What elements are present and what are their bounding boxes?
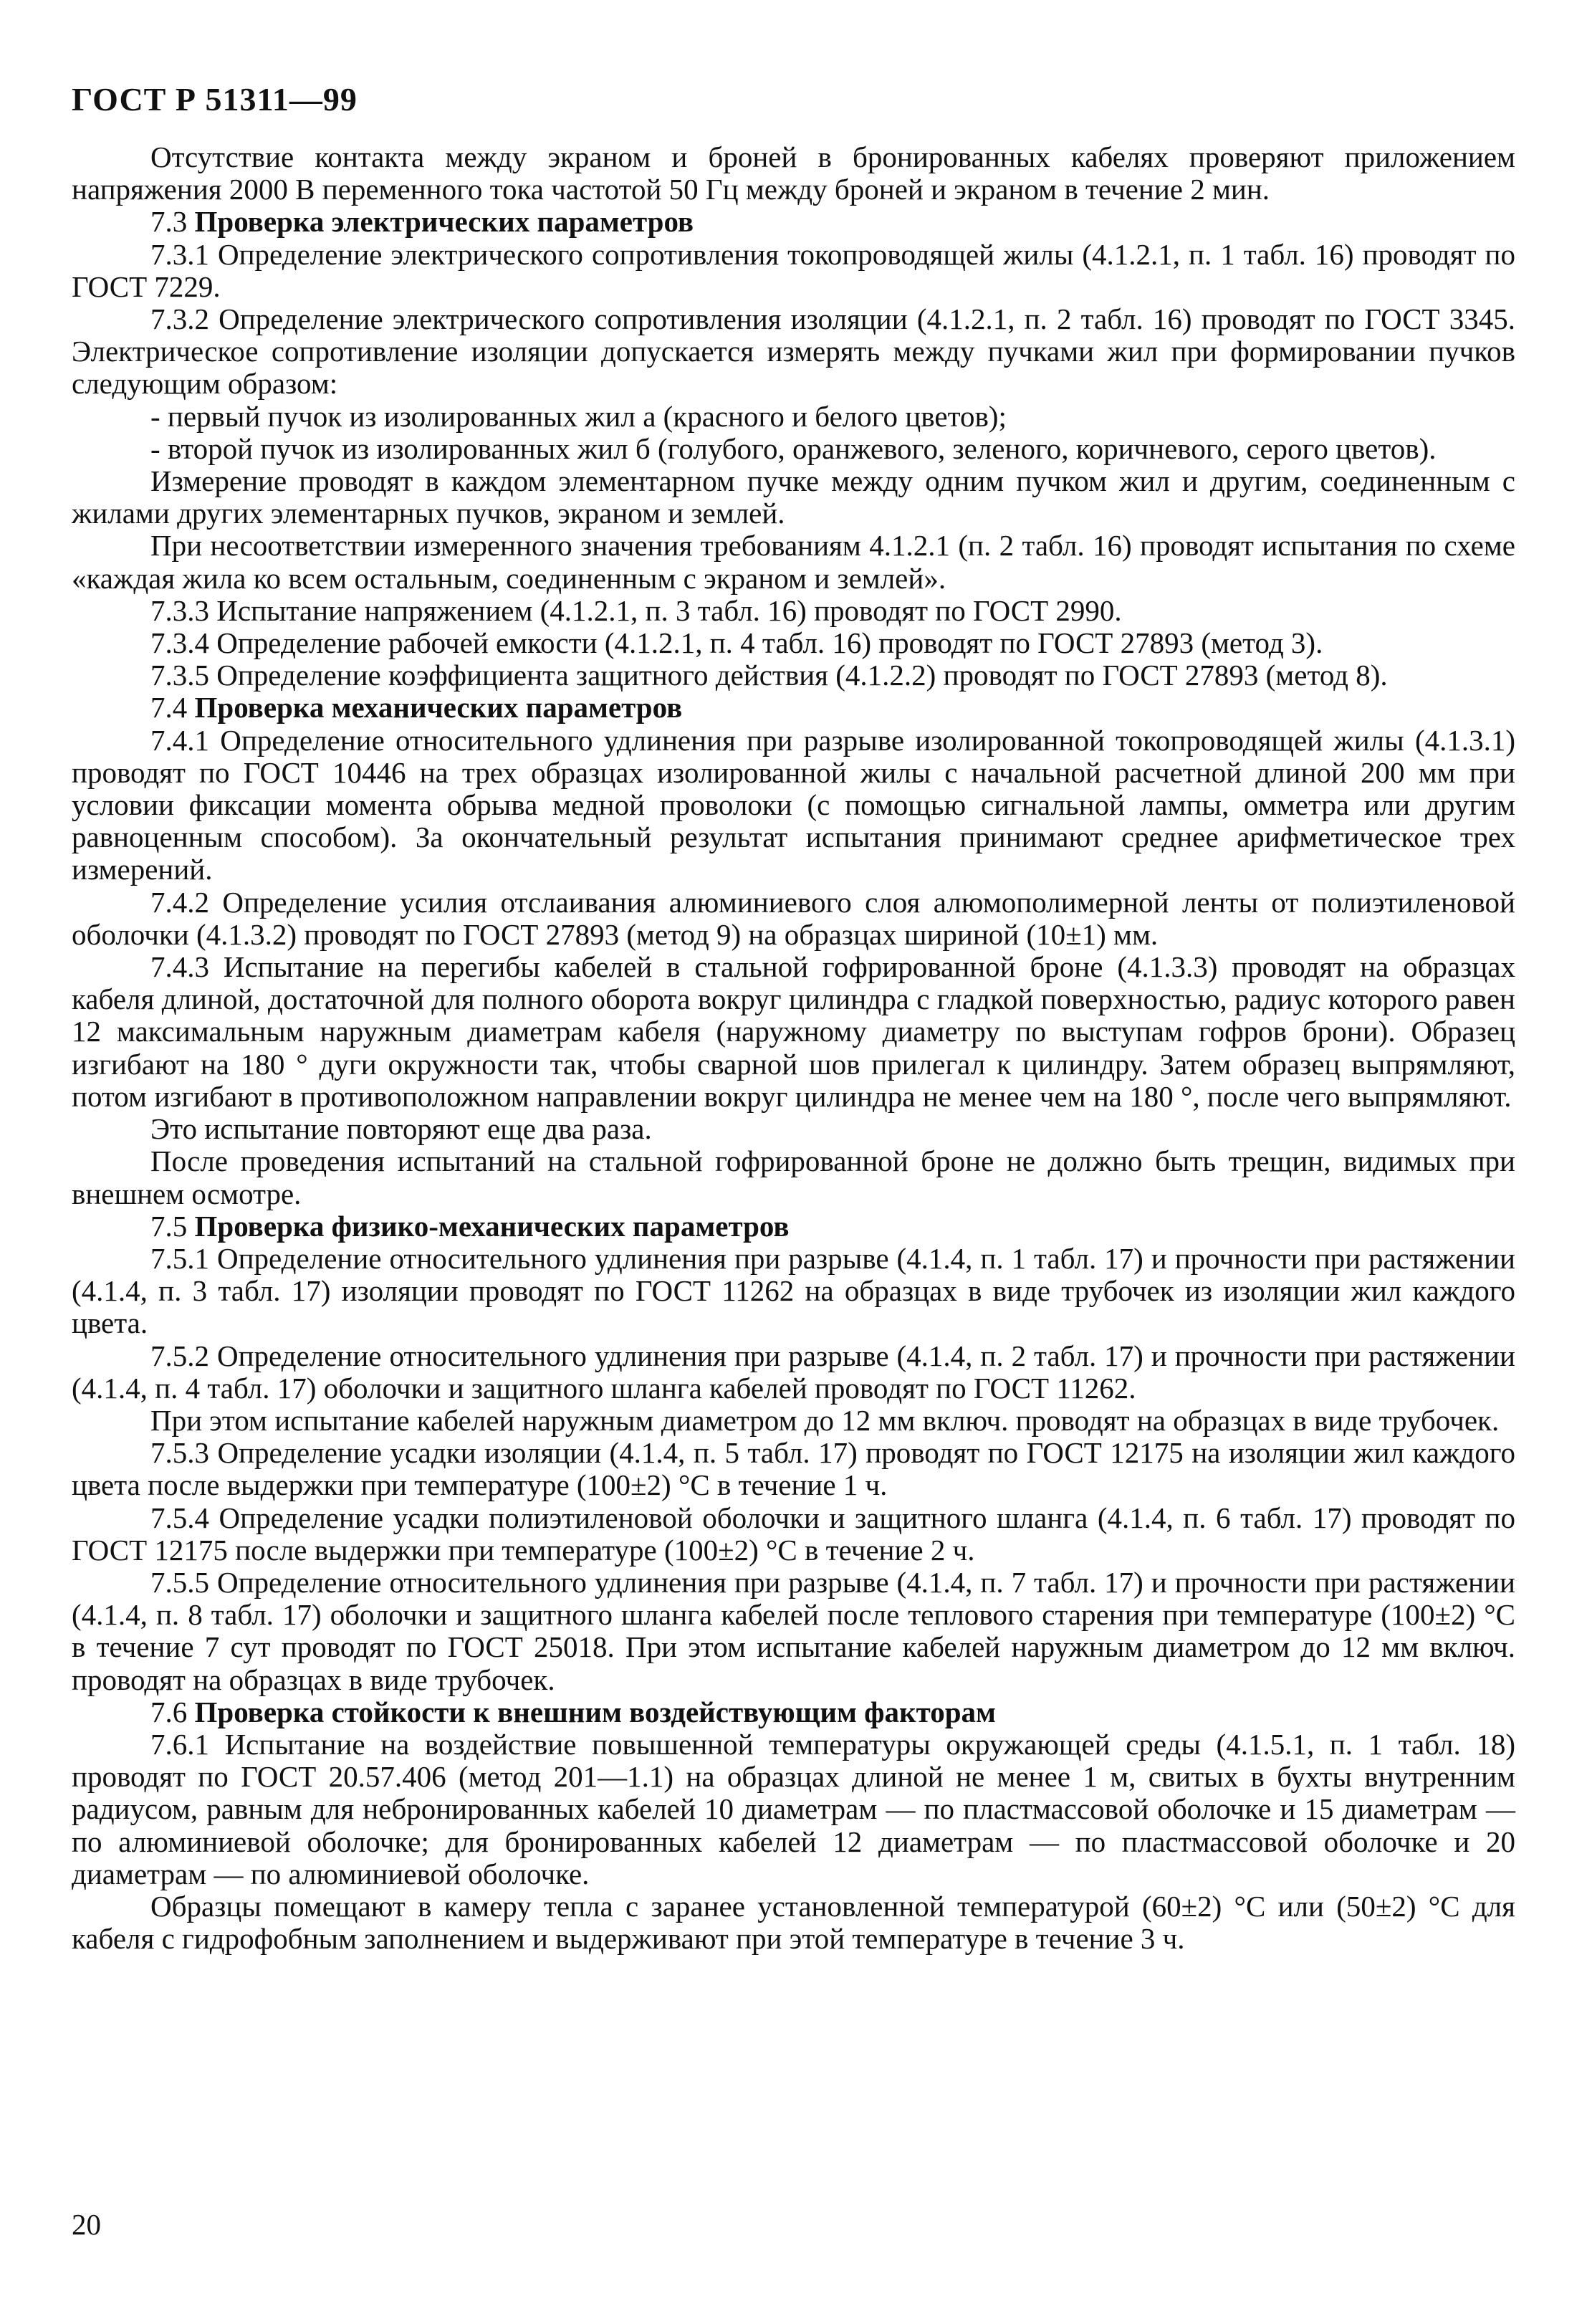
paragraph: - второй пучок из изолированных жил б (голубого, оранжевого, зеленого, коричневого, серого цветов).: [150, 431, 1437, 465]
section-title: Проверка стойкости к внешним воздействующим факторам: [194, 1695, 996, 1728]
paragraph: Измерение проводят в каждом элементарном пучке между одним пучком жил и другим, соединенным с жилами других элементарных пучков, экраном и землей.: [72, 464, 1515, 530]
paragraph: 7.4.1 Определение относительного удлинения при разрыве изолированной токопроводящей жилы (4.1.3.1) проводят по ГОСТ 10446 на трех образцах изолированной жилы с начальной расчетной длиной 200 мм при условии фиксации момента обрыва медной проволоки (с помощью сигнальной лампы, омметра или другим равноценным способом). За окончательный результат испытания принимают среднее арифметическое трех измерений.: [72, 723, 1515, 886]
section-heading: [72, 1210, 1515, 1243]
section-heading: [72, 1696, 1515, 1728]
paragraph: 7.3.1 Определение электрического сопротивления токопроводящей жилы (4.1.2.1, п. 1 табл. 16) проводят по ГОСТ 7229.: [72, 237, 1515, 303]
paragraph: 7.4.2 Определение усилия отслаивания алюминиевого слоя алюмополимерной ленты от полиэтиленовой оболочки (4.1.3.2) проводят по ГОСТ 27893 (метод 9) на образцах шириной (10±1) мм.: [72, 885, 1515, 951]
paragraph: 7.5.1 Определение относительного удлинения при разрыве (4.1.4, п. 1 табл. 17) и прочности при растяжении (4.1.4, п. 3 табл. 17) изоляции проводят по ГОСТ 11262 на образцах в виде трубочек из изоляции жил каждого цвета.: [72, 1241, 1515, 1340]
section-number: 7.4: [150, 691, 195, 725]
section-title: Проверка физико-механических параметров: [194, 1209, 790, 1243]
paragraph: 7.4.3 Испытание на перегибы кабелей в стальной гофрированной броне (4.1.3.3) проводят на образцах кабеля длиной, достаточной для полного оборота вокруг цилиндра с гладкой поверхностью, радиус которого равен 12 максимальным наружным диаметрам кабеля (наружному диаметру по выступам гофров брони). Образец изгибают на 180 ° дуги окружности так, чтобы сварной шов прилегал к цилиндру. Затем образец выпрямляют, потом изгибают в противоположном направлении вокруг цилиндра не менее чем на 180 °, после чего выпрямляют.: [72, 950, 1515, 1113]
paragraph: Образцы помещают в камеру тепла с заранее установленной температурой (60±2) °С или (50±2) °С для кабеля с гидрофобным заполнением и выдерживают при этой температуре в течение 3 ч.: [72, 1889, 1515, 1956]
paragraph: 7.3.2 Определение электрического сопротивления изоляции (4.1.2.1, п. 2 табл. 16) проводят по ГОСТ 3345. Электрическое сопротивление изоляции допускается измерять между пучками жил при формировании пучков следующим образом:: [72, 302, 1515, 401]
section-title: Проверка механических параметров: [194, 691, 683, 725]
section-heading: [72, 206, 1515, 238]
paragraph: 7.6.1 Испытание на воздействие повышенной температуры окружающей среды (4.1.5.1, п. 1 табл. 18) проводят по ГОСТ 20.57.406 (метод 201—1.1) на образцах длиной не менее 1 м, свитых в бухты внутренним радиусом, равным для небронированных кабелей 10 диаметрам — по пластмассовой оболочке и 15 диаметрам — по алюминиевой оболочке; для бронированных кабелей 12 диаметрам — по пластмассовой оболочке и 20 диаметрам — по алюминиевой оболочке.: [72, 1727, 1515, 1890]
paragraph: При несоответствии измеренного значения требованиям 4.1.2.1 (п. 2 табл. 16) проводят испытания по схеме «каждая жила ко всем остальным, соединенным с экраном и землей».: [72, 529, 1515, 595]
paragraph: При этом испытание кабелей наружным диаметром до 12 мм включ. проводят на образцах в виде трубочек.: [150, 1403, 1500, 1437]
paragraph: 7.5.4 Определение усадки полиэтиленовой оболочки и защитного шланга (4.1.4, п. 6 табл. 17) проводят по ГОСТ 12175 после выдержки при температуре (100±2) °С в течение 2 ч.: [72, 1501, 1515, 1567]
section-heading: [72, 692, 1515, 724]
paragraph: 7.5.2 Определение относительного удлинения при разрыве (4.1.4, п. 2 табл. 17) и прочности при растяжении (4.1.4, п. 4 табл. 17) оболочки и защитного шланга кабелей проводят по ГОСТ 11262.: [72, 1339, 1515, 1405]
paragraph: 7.5.3 Определение усадки изоляции (4.1.4, п. 5 табл. 17) проводят по ГОСТ 12175 на изоляции жил каждого цвета после выдержки при температуре (100±2) °С в течение 1 ч.: [72, 1436, 1515, 1502]
section-number: 7.3: [150, 205, 195, 239]
paragraph: 7.3.4 Определение рабочей емкости (4.1.2.1, п. 4 табл. 16) проводят по ГОСТ 27893 (метод 3).: [150, 626, 1323, 660]
document-body: [72, 141, 1515, 1955]
paragraph: 7.5.5 Определение относительного удлинения при разрыве (4.1.4, п. 7 табл. 17) и прочности при растяжении (4.1.4, п. 8 табл. 17) оболочки и защитного шланга кабелей после теплового старения при температуре (100±2) °С в течение 7 сут проводят по ГОСТ 25018. При этом испытание кабелей наружным диаметром до 12 мм включ. проводят на образцах в виде трубочек.: [72, 1565, 1515, 1696]
paragraph: 7.3.5 Определение коэффициента защитного действия (4.1.2.2) проводят по ГОСТ 27893 (метод 8).: [150, 659, 1388, 692]
page-number: 20: [72, 2208, 101, 2241]
paragraph: Это испытание повторяют еще два раза.: [150, 1112, 652, 1146]
paragraph: - первый пучок из изолированных жил а (красного и белого цветов);: [150, 399, 1007, 433]
section-number: 7.5: [150, 1209, 195, 1243]
page-header-standard-number: ГОСТ Р 51311—99: [72, 81, 358, 118]
paragraph: 7.3.3 Испытание напряжением (4.1.2.1, п. 3 табл. 16) проводят по ГОСТ 2990.: [150, 593, 1122, 627]
section-number: 7.6: [150, 1695, 195, 1728]
section-title: Проверка электрических параметров: [194, 205, 694, 239]
paragraph: После проведения испытаний на стальной гофрированной броне не должно быть трещин, видимых при внешнем осмотре.: [72, 1144, 1515, 1210]
paragraph: Отсутствие контакта между экраном и броней в бронированных кабелях проверяют приложением напряжения 2000 В переменного тока частотой 50 Гц между броней и экраном в течение 2 мин.: [72, 140, 1515, 206]
